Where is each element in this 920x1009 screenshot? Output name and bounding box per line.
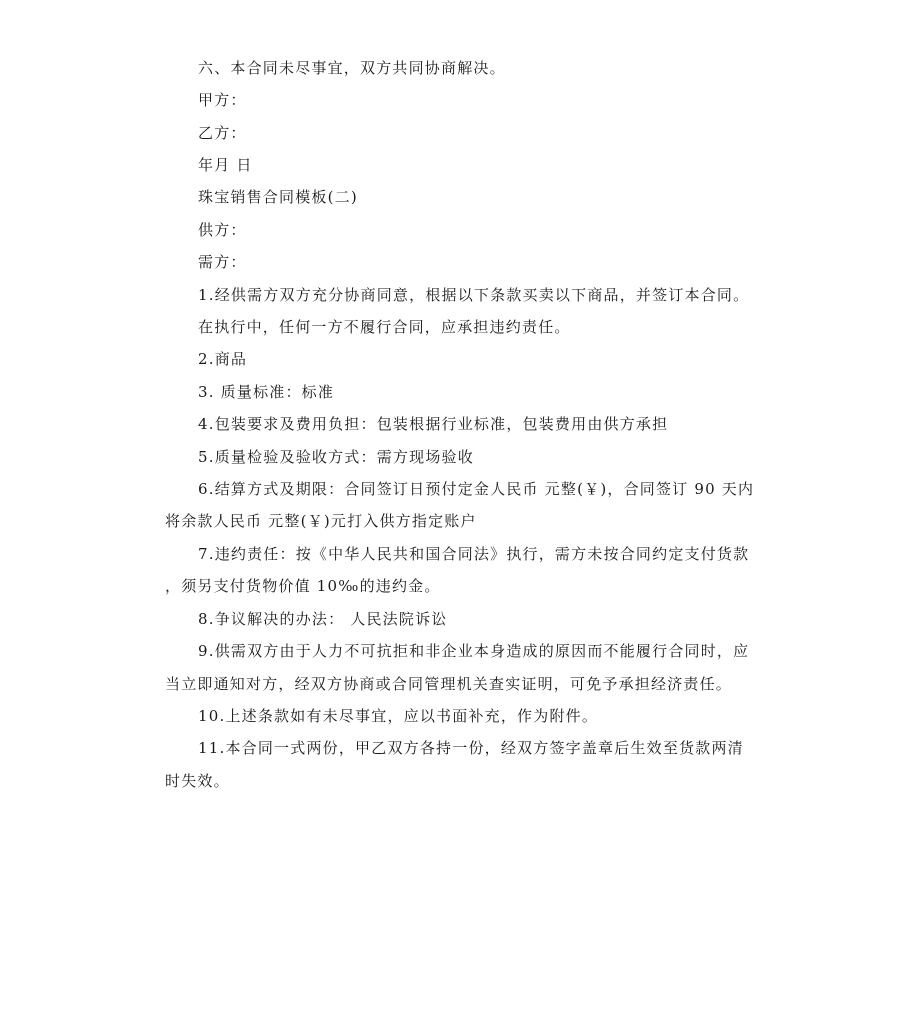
party-b-label: 乙方： [198,124,247,142]
date-line: 年月 日 [198,156,253,174]
clause-6-line-2: 将余款人民币 元整(￥)元打入供方指定账户 [165,512,477,530]
clause-9-line-1: 9.供需双方由于人力不可抗拒和非企业本身造成的原因而不能履行合同时，应 [198,642,750,660]
clause-10: 10.上述条款如有未尽事宜，应以书面补充，作为附件。 [198,707,599,725]
clause-2: 2.商品 [198,350,248,368]
clause-9-line-2: 当立即通知对方，经双方协商或合同管理机关查实证明，可免予承担经济责任。 [165,675,733,693]
party-a-label: 甲方： [198,91,247,109]
clause-1-line-2: 在执行中，任何一方不履行合同，应承担违约责任。 [198,318,571,336]
clause-11-line-2: 时失效。 [165,772,230,790]
buyer-label: 需方： [198,253,247,271]
clause-8: 8.争议解决的办法： 人民法院诉讼 [198,610,448,628]
clause-3: 3. 质量标准：标准 [198,383,335,401]
clause-6-line-1: 6.结算方式及期限：合同签订日预付定金人民币 元整(￥)，合同签订 90 天内 [198,480,755,498]
clause-5: 5.质量检验及验收方式：需方现场验收 [198,448,474,466]
clause-11-line-1: 11.本合同一式两份，甲乙双方各持一份，经双方签字盖章后生效至货款两清 [198,739,744,757]
clause-six: 六、本合同未尽事宜，双方共同协商解决。 [198,59,506,77]
clause-1-line-1: 1.经供需方双方充分协商同意，根据以下条款买卖以下商品，并签订本合同。 [198,286,750,304]
clause-4: 4.包装要求及费用负担：包装根据行业标准，包装费用由供方承担 [198,415,669,433]
template-title: 珠宝销售合同模板(二) [198,188,358,206]
supplier-label: 供方： [198,221,247,239]
clause-7-line-2: ，须另支付货物价值 10‰的违约金。 [165,577,441,595]
clause-7-line-1: 7.违约责任：按《中华人民共和国合同法》执行，需方未按合同约定支付货款 [198,545,750,563]
